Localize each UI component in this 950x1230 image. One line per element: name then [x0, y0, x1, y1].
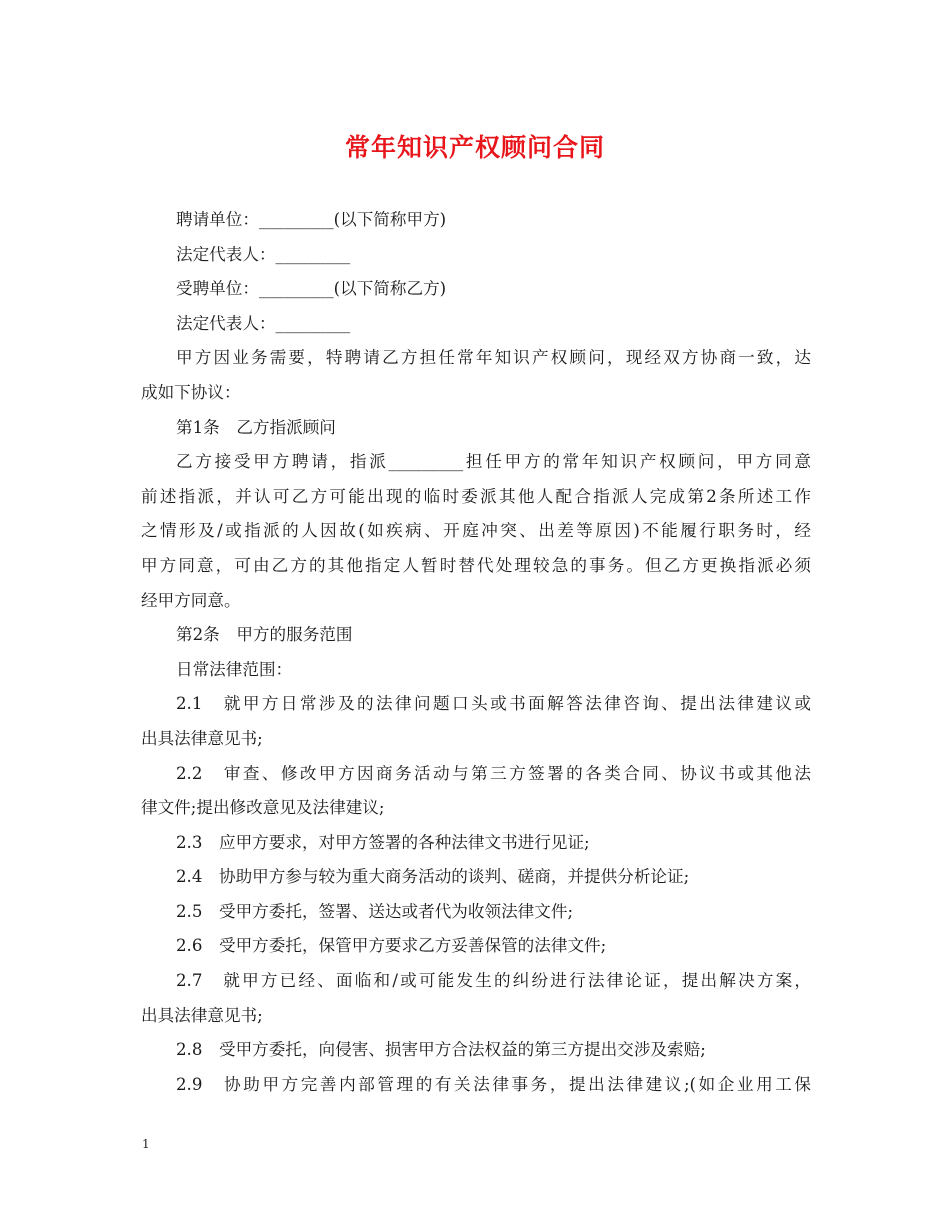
paragraph-line: 出具法律意见书; [141, 728, 263, 748]
document-body [141, 203, 811, 1102]
paragraph-line: 第2条 甲方的服务范围 [176, 625, 353, 645]
paragraph-line: 2.1 就甲方日常涉及的法律问题口头或书面解答法律咨询、提出法律建议或 [176, 694, 811, 714]
paragraph-line: 法定代表人：_________ [176, 313, 351, 333]
paragraph-line: 法定代表人：_________ [176, 244, 351, 264]
paragraph-line: 聘请单位：_________(以下简称甲方) [176, 210, 447, 229]
paragraph-line: 出具法律意见书; [141, 1005, 263, 1025]
paragraph-line: 甲方因业务需要，特聘请乙方担任常年知识产权顾问，现经双方协商一致，达 [176, 348, 811, 368]
paragraph-line: 甲方同意，可由乙方的其他指定人暂时替代处理较急的事务。但乙方更换指派必须 [141, 555, 811, 575]
document-title: 常年知识产权顾问合同 [344, 133, 605, 162]
paragraph-line: 日常法律范围： [176, 659, 293, 679]
paragraph-line: 经甲方同意。 [141, 590, 241, 610]
page-number: 1 [142, 1137, 150, 1151]
paragraph-line: 乙方接受甲方聘请，指派_________担任甲方的常年知识产权顾问，甲方同意 [176, 452, 811, 472]
paragraph-line: 律文件;提出修改意见及法律建议; [141, 798, 385, 818]
paragraph-line: 2.2 审查、修改甲方因商务活动与第三方签署的各类合同、协议书或其他法 [176, 763, 811, 783]
paragraph-line: 2.7 就甲方已经、面临和/或可能发生的纠纷进行法律论证，提出解决方案， [176, 971, 811, 991]
paragraph-line: 2.9 协助甲方完善内部管理的有关法律事务，提出法律建议;(如企业用工保 [176, 1074, 811, 1094]
paragraph-line: 第1条 乙方指派顾问 [176, 417, 336, 437]
paragraph-line: 2.8 受甲方委托，向侵害、损害甲方合法权益的第三方提出交涉及索赔; [176, 1040, 706, 1060]
paragraph-line: 2.5 受甲方委托，签署、送达或者代为收领法律文件; [176, 901, 574, 921]
paragraph-line: 之情形及/或指派的人因故(如疾病、开庭冲突、出差等原因)不能履行职务时，经 [141, 521, 811, 541]
paragraph-line: 2.4 协助甲方参与较为重大商务活动的谈判、磋商，并提供分析论证; [176, 867, 690, 887]
paragraph-line: 成如下协议： [141, 382, 241, 402]
paragraph-line: 2.6 受甲方委托，保管甲方要求乙方妥善保管的法律文件; [176, 936, 607, 956]
paragraph-line: 2.3 应甲方要求，对甲方签署的各种法律文书进行见证; [176, 832, 590, 852]
paragraph-line: 受聘单位：_________(以下简称乙方) [176, 279, 447, 299]
paragraph-line: 前述指派，并认可乙方可能出现的临时委派其他人配合指派人完成第2条所述工作 [141, 486, 811, 506]
